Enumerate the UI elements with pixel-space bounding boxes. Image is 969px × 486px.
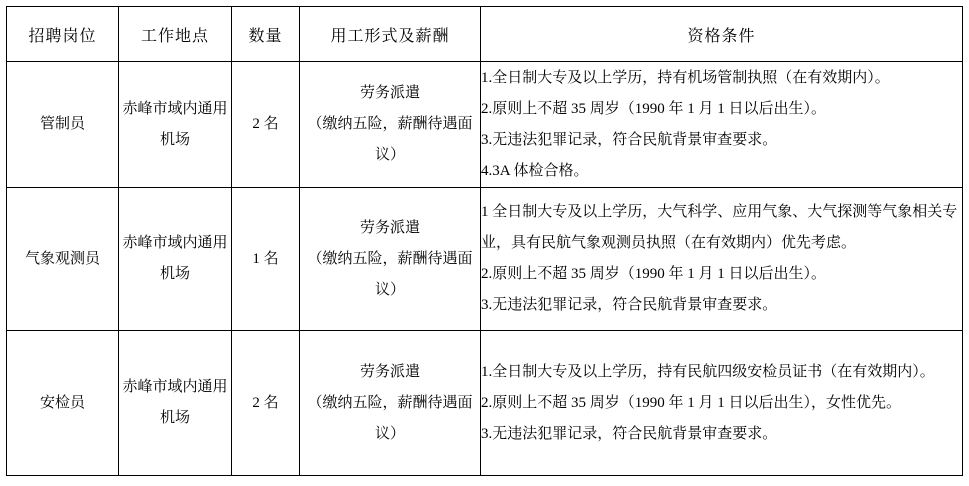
count-cell: 1 名 [232,188,300,331]
employment-type: 劳务派遣 [359,363,420,380]
recruitment-table [6,6,963,476]
employment-cell [300,188,481,331]
employment-type: 劳务派遣 [359,219,420,236]
employment-cell [300,62,481,188]
qualifications-cell [481,331,963,476]
qualifications-cell [481,62,963,188]
table-row-controller [7,62,963,188]
position-cell: 安检员 [7,331,119,476]
qualification-item: 1 全日制大专及以上学历，大气科学、应用气象、大气探测等气象相关专业，具有民航气象观测员执照（在有效期内）优先考虑。 [481,204,958,251]
count-cell: 2 名 [232,62,300,188]
qualification-item: 3.无违法犯罪记录，符合民航背景审查要求。 [481,131,778,148]
qualifications-cell [481,188,963,331]
employment-type: 劳务派遣 [359,85,420,101]
qualification-item: 3.无违法犯罪记录，符合民航背景审查要求。 [481,297,778,313]
employment-detail: （缴纳五险，薪酬待遇面议） [307,116,473,163]
position-cell: 气象观测员 [7,188,119,331]
recruitment-table-container [6,6,963,476]
qualification-item: 2.原则上不超 35 周岁（1990 年 1 月 1 日以后出生），女性优先。 [481,394,902,411]
position-cell: 管制员 [7,62,119,188]
table-row-weather-observer [7,188,963,331]
header-location: 工作地点 [119,7,232,62]
qualification-item: 3.无违法犯罪记录，符合民航背景审查要求。 [481,425,778,442]
header-count: 数量 [232,7,300,62]
count-cell: 2 名 [232,331,300,476]
qualification-item: 1.全日制大专及以上学历，持有民航四级安检员证书（在有效期内）。 [481,363,935,380]
employment-detail: （缴纳五险，薪酬待遇面议） [307,394,473,442]
location-cell: 赤峰市域内通用机场 [119,188,232,331]
table-row-security-inspector [7,331,963,476]
qualification-item: 2.原则上不超 35 周岁（1990 年 1 月 1 日以后出生）。 [481,266,827,282]
qualification-item: 4.3A 体检合格。 [481,162,589,179]
header-qualifications: 资格条件 [481,7,963,62]
location-cell: 赤峰市域内通用机场 [119,331,232,476]
table-header-row [7,7,963,62]
employment-cell [300,331,481,476]
header-employment: 用工形式及薪酬 [300,7,481,62]
employment-detail: （缴纳五险，薪酬待遇面议） [307,250,473,298]
location-cell: 赤峰市域内通用机场 [119,62,232,188]
qualification-item: 1.全日制大专及以上学历，持有机场管制执照（在有效期内）。 [481,69,890,86]
qualification-item: 2.原则上不超 35 周岁（1990 年 1 月 1 日以后出生）。 [481,100,827,117]
header-position: 招聘岗位 [7,7,119,62]
